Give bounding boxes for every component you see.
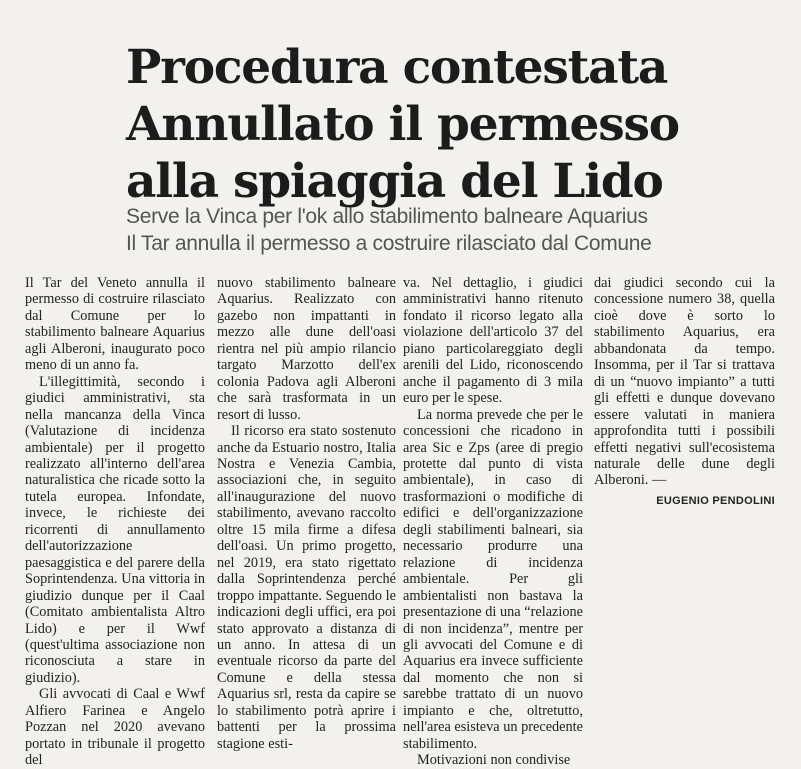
article-column-4 [594, 275, 775, 509]
article-column-1 [25, 275, 205, 769]
article-paragraph: Gli avvocati di Caal e Wwf Alfiero Farinea e Angelo Pozzan nel 2020 avevano portato in tribunale il progetto del [25, 686, 205, 769]
headline [126, 39, 786, 210]
subheadline-line: Il Tar annulla il permesso a costruire rilasciato dal Comune [126, 232, 652, 255]
article-paragraph: Il ricorso era stato sostenuto anche da Estuario nostro, Italia Nostra e Venezia Cambia, associazioni che, in seguito all'inaugurazione del nuovo stabilimento, avevano raccolto oltre 15 mila firme a difesa dell'oasi. Un primo progetto, nel 2019, era stato rigettato dalla Soprintendenza perché troppo impattante. Seguendo le indicazioni degli uffici, era poi stato approvato a distanza di un anno. In attesa di un eventuale ricorso da parte del Comune e della stessa Aquarius srl, resta da capire se lo stabilimento potrà aprire i battenti per la prossima stagione esti- [217, 423, 396, 752]
article-paragraph: L'illegittimità, secondo i giudici amministrativi, sta nella mancanza della Vinca (Valutazione di incidenza ambientale) per il progetto realizzato all'interno dell'area naturalistica che ricade sotto la tutela europea. Infondate, invece, le richieste dei ricorrenti di annullamento dell'autorizzazione paesaggistica e del parere della Soprintendenza. Una vittoria in giudizio dunque per il Caal (Comitato ambientalista Altro Lido) e per il Wwf (quest'ultima associazione non riconosciuta a stare in giudizio). [25, 373, 205, 686]
article-column-2 [217, 275, 396, 752]
subheadline [126, 203, 786, 257]
headline-line: Annullato il permesso [126, 97, 679, 153]
article-paragraph: va. Nel dettaglio, i giudici amministrativi hanno ritenuto fondato il ricorso legato alla violazione dell'articolo 37 del piano particolareggiato degli arenili del Lido, riconoscendo anche il pagamento di 3 mila euro per le spese. [403, 275, 583, 407]
subheadline-line: Serve la Vinca per l'ok allo stabilimento balneare Aquarius [126, 205, 648, 228]
article-column-3 [403, 275, 583, 769]
headline-line: alla spiaggia del Lido [126, 154, 663, 210]
headline-line: Procedura contestata [126, 40, 668, 96]
article-paragraph: nuovo stabilimento balneare Aquarius. Realizzato con gazebo non impattanti in mezzo alle dune dell'oasi rientra nel più ampio rilancio targato Marzotto dell'ex colonia Padova agli Alberoni che sarà trasformata in un resort di lusso. [217, 275, 396, 423]
article-paragraph: La norma prevede che per le concessioni che ricadono in area Sic e Zps (aree di pregio protette dal punto di vista ambientale), in caso di trasformazioni o modifiche di edifici e dell'organizzazione degli stabilimenti balneari, sia necessario produrre una relazione di incidenza ambientale. Per gli ambientalisti non bastava la presentazione di una “relazione di non incidenza”, mentre per gli avvocati del Comune e di Aquarius era invece sufficiente dal momento che non si sarebbe trattato di un nuovo impianto e che, oltretutto, nell'area esisteva un precedente stabilimento. [403, 406, 583, 752]
article-paragraph: Motivazioni non condivise [417, 752, 571, 769]
author-byline: EUGENIO PENDOLINI [656, 494, 775, 507]
article-paragraph: Il Tar del Veneto annulla il permesso di costruire rilasciato dal Comune per lo stabilimento balneare Aquarius agli Alberoni, inaugurato poco meno di un anno fa. [25, 275, 205, 374]
article-paragraph: dai giudici secondo cui la concessione numero 38, quella cioè dove è sorto lo stabilimento Aquarius, era abbandonata da tempo. Insomma, per il Tar si trattava di un “nuovo impianto” a tutti gli effetti e dunque dovevano essere valutati in maniera approfondita tutti i possibili effetti negativi sull'ecosistema naturale delle dune degli Alberoni. — [594, 275, 775, 489]
